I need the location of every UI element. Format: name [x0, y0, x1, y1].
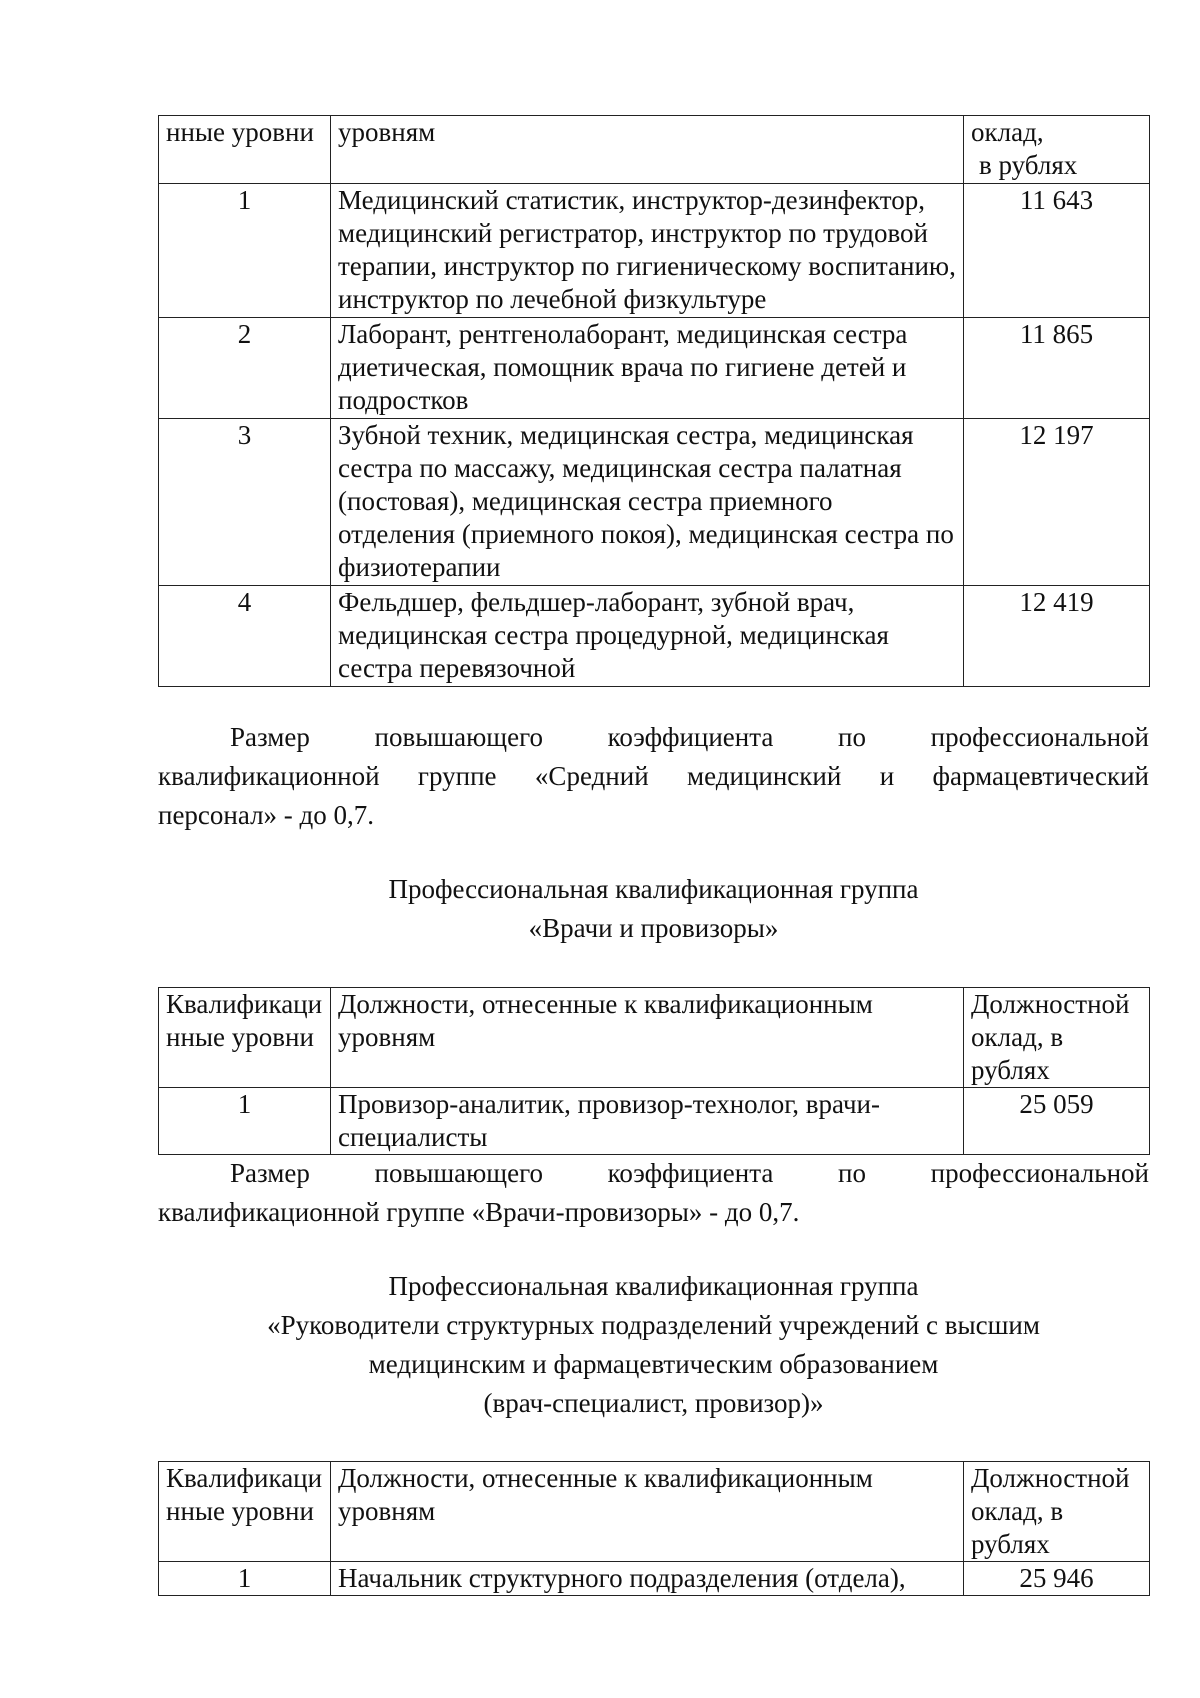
- salary-cell: 12 419: [964, 586, 1150, 687]
- heading-line: «Руководители структурных подразделений учреждений с высшим: [267, 1310, 1040, 1340]
- level-cell: 1: [159, 184, 331, 318]
- header-salary: Должностной оклад, в рублях: [964, 1462, 1150, 1562]
- salary-table-heads-of-units: [158, 1461, 1150, 1596]
- header-levels: нные уровни: [159, 116, 331, 184]
- level-cell: 4: [159, 586, 331, 687]
- table-row: [159, 586, 1150, 687]
- heading-line: медицинским и фармацевтическим образованием: [368, 1349, 939, 1379]
- table-row: [159, 419, 1150, 586]
- paragraph-line: квалификационной группе «Врачи-провизоры» - до 0,7.: [158, 1197, 800, 1227]
- positions-cell: Медицинский статистик, инструктор-дезинфектор, медицинский регистратор, инструктор по трудовой терапии, инструктор по гигиеническому воспитанию, инструктор по лечебной физкультуре: [331, 184, 964, 318]
- salary-cell: 25 059: [964, 1088, 1150, 1155]
- header-positions: Должности, отнесенные к квалификационным уровням: [331, 1462, 964, 1562]
- positions-cell: Лаборант, рентгенолаборант, медицинская сестра диетическая, помощник врача по гигиене детей и подростков: [331, 318, 964, 419]
- level-cell: 3: [159, 419, 331, 586]
- salary-cell: 11 865: [964, 318, 1150, 419]
- salary-cell: 12 197: [964, 419, 1150, 586]
- header-positions: Должности, отнесенные к квалификационным уровням: [331, 988, 964, 1088]
- header-levels: Квалификаци нные уровни: [159, 988, 331, 1088]
- group-heading-heads-of-units: [158, 1267, 1149, 1423]
- positions-cell: Провизор-аналитик, провизор-технолог, врачи-специалисты: [331, 1088, 964, 1155]
- heading-line: Профессиональная квалификационная группа: [388, 874, 919, 904]
- positions-cell: Зубной техник, медицинская сестра, медицинская сестра по массажу, медицинская сестра палатная (постовая), медицинская сестра приемного отделения (приемного покоя), медицинская сестра по физиотерапии: [331, 419, 964, 586]
- header-levels: Квалификаци нные уровни: [159, 1462, 331, 1562]
- level-cell: 1: [159, 1088, 331, 1155]
- table-row: [159, 1088, 1150, 1155]
- salary-table-doctors: [158, 987, 1150, 1155]
- table-row: [159, 184, 1150, 318]
- group-heading-doctors: [158, 870, 1149, 948]
- heading-line: Профессиональная квалификационная группа: [388, 1271, 919, 1301]
- positions-cell: Начальник структурного подразделения (отдела),: [331, 1562, 964, 1596]
- paragraph-line: Размер повышающего коэффициента по профессиональной: [230, 1158, 1149, 1188]
- table-header-row: [159, 116, 1150, 184]
- paragraph-line: Размер повышающего коэффициента по профессиональной: [230, 722, 1149, 752]
- coefficient-paragraph-doctors: [158, 1154, 1149, 1232]
- coefficient-paragraph-middle-medical: [158, 718, 1149, 835]
- table-row: [159, 1562, 1150, 1596]
- heading-line: (врач-специалист, провизор)»: [483, 1388, 824, 1418]
- salary-cell: 25 946: [964, 1562, 1150, 1596]
- positions-cell: Фельдшер, фельдшер-лаборант, зубной врач, медицинская сестра процедурной, медицинская сестра перевязочной: [331, 586, 964, 687]
- salary-table-middle-medical: [158, 115, 1150, 687]
- table-header-row: [159, 1462, 1150, 1562]
- table-header-row: [159, 988, 1150, 1088]
- paragraph-line: персонал» - до 0,7.: [158, 800, 375, 830]
- table-row: [159, 318, 1150, 419]
- header-positions: уровням: [331, 116, 964, 184]
- salary-cell: 11 643: [964, 184, 1150, 318]
- header-salary: оклад, в рублях: [964, 116, 1150, 184]
- header-salary: Должностной оклад, в рублях: [964, 988, 1150, 1088]
- level-cell: 1: [159, 1562, 331, 1596]
- paragraph-line: квалификационной группе «Средний медицинский и фармацевтический: [158, 761, 1149, 791]
- level-cell: 2: [159, 318, 331, 419]
- heading-line: «Врачи и провизоры»: [528, 913, 779, 943]
